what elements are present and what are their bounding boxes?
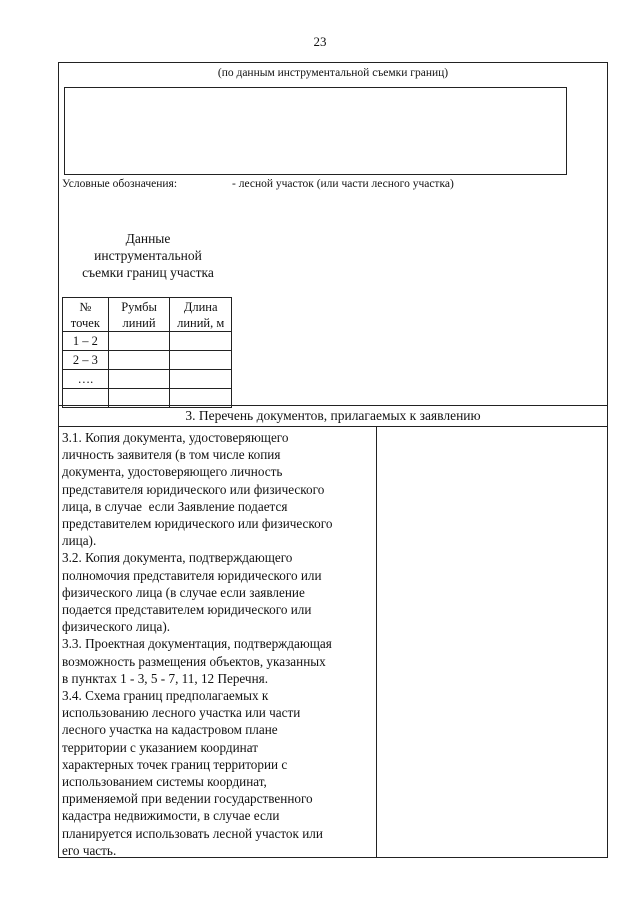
column-header-line: Длина	[183, 299, 218, 314]
table-row	[63, 332, 232, 351]
page-number: 23	[313, 34, 327, 49]
table-cell: ….	[63, 370, 109, 389]
document-item-3-2	[62, 549, 376, 635]
table-row	[63, 370, 232, 389]
boundary-drawing-box	[64, 87, 567, 175]
text-line: в пунктах 1 - 3, 5 - 7, 11, 12 Перечня.	[62, 670, 268, 686]
column-header-length	[170, 298, 232, 332]
survey-title	[58, 230, 238, 281]
section-divider	[58, 426, 608, 427]
text-line: личность заявителя (в том числе копия	[62, 447, 281, 463]
table-cell	[108, 370, 170, 389]
text-line: 3.2. Копия документа, подтверждающего	[62, 550, 293, 566]
text-line: лица, в случае если Заявление подается	[62, 498, 288, 514]
text-line: использованием системы координат,	[62, 774, 267, 790]
text-line: представителя юридического или физического	[62, 481, 325, 497]
text-line: лица).	[62, 533, 97, 549]
survey-table-header	[63, 298, 232, 332]
text-line: использованию лесного участка или части	[62, 705, 301, 721]
table-cell: 2 – 3	[63, 351, 109, 370]
text-line: планируется использовать лесной участок или	[62, 825, 323, 841]
documents-list	[62, 429, 376, 859]
text-line: лесного участка на кадастровом плане	[62, 722, 278, 738]
text-line: возможность размещения объектов, указанных	[62, 653, 326, 669]
table-row	[63, 351, 232, 370]
column-header-line: линий	[122, 315, 156, 330]
document-item-3-4	[62, 687, 376, 859]
text-line: его часть.	[62, 842, 117, 858]
table-cell	[108, 351, 170, 370]
document-item-3-3	[62, 635, 376, 687]
text-line: представителем юридического или физического	[62, 516, 333, 532]
survey-header-note: (по данным инструментальной съемки границ)	[217, 67, 449, 79]
survey-title-line: Данные	[125, 231, 171, 246]
text-line: 3.4. Схема границ предполагаемых к	[62, 688, 269, 704]
survey-title-line: инструментальной	[94, 248, 202, 263]
column-header-line: линий, м	[177, 315, 225, 330]
table-cell	[170, 370, 232, 389]
table-cell	[170, 332, 232, 351]
text-line: подается представителем юридического или	[62, 602, 312, 618]
table-cell: 1 – 2	[63, 332, 109, 351]
legend-label: Условные обозначения:	[62, 178, 178, 190]
column-divider	[376, 426, 377, 858]
section3-title: 3. Перечень документов, прилагаемых к заявлению	[185, 408, 481, 423]
legend-item: - лесной участок (или части лесного участка)	[232, 178, 454, 190]
text-line: физического лица (в случае если заявление	[62, 584, 305, 600]
text-line: характерных точек границ территории с	[62, 756, 288, 772]
text-line: кадастра недвижимости, в случае если	[62, 808, 280, 824]
text-line: документа, удостоверяющего личность	[62, 464, 283, 480]
document-item-3-1	[62, 429, 376, 549]
column-header-bearings	[108, 298, 170, 332]
survey-table	[62, 297, 232, 408]
column-header-points	[63, 298, 109, 332]
column-header-line: Румбы	[121, 299, 157, 314]
text-line: применяемой при ведении государственного	[62, 791, 313, 807]
text-line: 3.3. Проектная документация, подтверждающая	[62, 636, 332, 652]
text-line: 3.1. Копия документа, удостоверяющего	[62, 430, 289, 445]
column-header-line: точек	[70, 315, 100, 330]
text-line: территории с указанием координат	[62, 739, 258, 755]
column-header-line: №	[79, 299, 92, 314]
text-line: физического лица).	[62, 619, 171, 635]
text-line: полномочия представителя юридического или	[62, 567, 322, 583]
table-cell	[108, 332, 170, 351]
section-divider	[58, 405, 608, 406]
survey-title-line: съемки границ участка	[82, 265, 214, 280]
table-cell	[170, 351, 232, 370]
